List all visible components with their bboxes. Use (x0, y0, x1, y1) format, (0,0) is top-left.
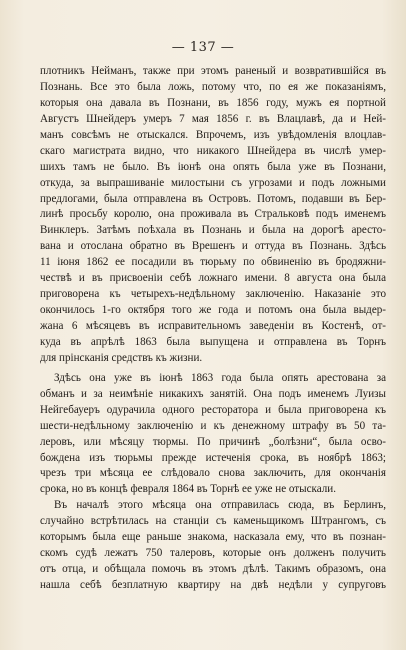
paragraph-1 (40, 64, 386, 367)
text-line: отъ отца, и обѣщала помочь въ этомъ дѣлѣ. Такимъ образомъ, она (40, 563, 386, 576)
text-line: линѣ просьбу королю, она проживала въ Стральковѣ подъ именемъ (40, 208, 386, 221)
paragraph-3 (40, 498, 386, 594)
text-line: чествѣ и въ присвоеніи себѣ ложнаго имени. 8 августа она была (40, 272, 386, 285)
text-line: куда въ апрѣлѣ 1863 была выпущена и отправлена въ Торнъ (40, 335, 386, 348)
text-line: плотникъ Нейманъ, также при этомъ раненый и возвратившійся въ (40, 65, 386, 77)
text-line: Въ началѣ этого мѣсяца она отправилась сюда, въ Берлинъ, (54, 499, 386, 512)
text-line: Августъ Шнейдеръ умеръ 7 мая 1856 г. въ Влацлавѣ, да и Ней- (40, 112, 386, 125)
body-text (40, 64, 386, 594)
page-number: — 137 — (171, 40, 235, 55)
text-line: жана 6 мѣсяцевъ въ исправительномъ заведеніи въ Костенѣ, от- (40, 320, 386, 332)
text-line: Познань. Все это была ложь, потому что, по ея же показаніямъ, (40, 80, 386, 93)
text-line: срока, но въ концѣ февраля 1864 въ Торнѣ ее уже не отыскали. (40, 483, 337, 496)
text-line: Здѣсь она уже въ іюнѣ 1863 года была опять арестована за (54, 371, 386, 384)
text-line: шести-недѣльному заключенію и къ денежному штрафу въ 50 та- (40, 419, 386, 432)
text-line: 11 іюня 1862 ее посадили въ тюрьму по обвиненію въ бродяжни- (40, 256, 386, 269)
text-line: которымъ была еще раньше знакома, насказала ему, что въ познан- (40, 531, 386, 544)
text-line: нашла себѣ безплатную квартиру на двѣ недѣли у супруговъ (40, 579, 386, 591)
text-line: предлогами, была отправлена въ Островъ. Потомъ, подавши въ Бер- (40, 192, 386, 205)
paragraph-2 (40, 371, 386, 499)
text-line: которыя она давала въ Познани, въ 1856 году, мужъ ея портной (40, 96, 386, 109)
text-line: скаго магистрата видно, что никакого Шнейдера въ числѣ умер- (40, 144, 386, 157)
text-line: приговорена къ четырехъ-недѣльному заключенію. Наказаніе это (40, 288, 386, 301)
text-line: обманъ и за неимѣніе никакихъ занятій. Она подъ именемъ Луизы (40, 387, 386, 400)
text-line: случайно встрѣтилась на станціи съ каменьщикомъ Штрангомъ, съ (40, 515, 386, 528)
text-line: леровъ, или мѣсяцу тюрмы. По причинѣ „болѣзни“, была осво- (40, 435, 386, 448)
text-line: для прінсканія средствъ къ жизни. (40, 351, 203, 364)
text-line: бождена изъ тюрьмы прежде истеченія срока, въ ноябрѣ 1863; (40, 451, 386, 464)
text-line: Нейгебауеръ одурачила одного ресторатора и была приговорена къ (40, 403, 386, 416)
text-line: окончилось 1-го октября того же года и потомъ она была выдер- (40, 304, 386, 317)
text-line: манъ совсѣмъ не отыскался. Впрочемъ, изъ увѣдомленія влоцлав- (40, 128, 386, 141)
text-line: откуда, за выпрашиваніе милостыни съ угрозами и подъ ложными (40, 176, 386, 189)
text-line: Винклеръ. Затѣмъ поѣхала въ Познань и была на дорогѣ аресто- (40, 224, 386, 237)
text-line: вана и отослана обратно въ Врешенъ и оттуда въ Познань. Здѣсь (40, 240, 386, 253)
text-line: чрезъ три мѣсяца ее слѣдовало снова заключить, для окончанія (40, 467, 386, 480)
text-line: шихъ тамъ не было. Въ іюнѣ она опять была уже въ Познани, (40, 160, 386, 173)
text-line: скомъ судѣ лежатъ 750 талеровъ, которые онъ долженъ получить (40, 547, 386, 560)
